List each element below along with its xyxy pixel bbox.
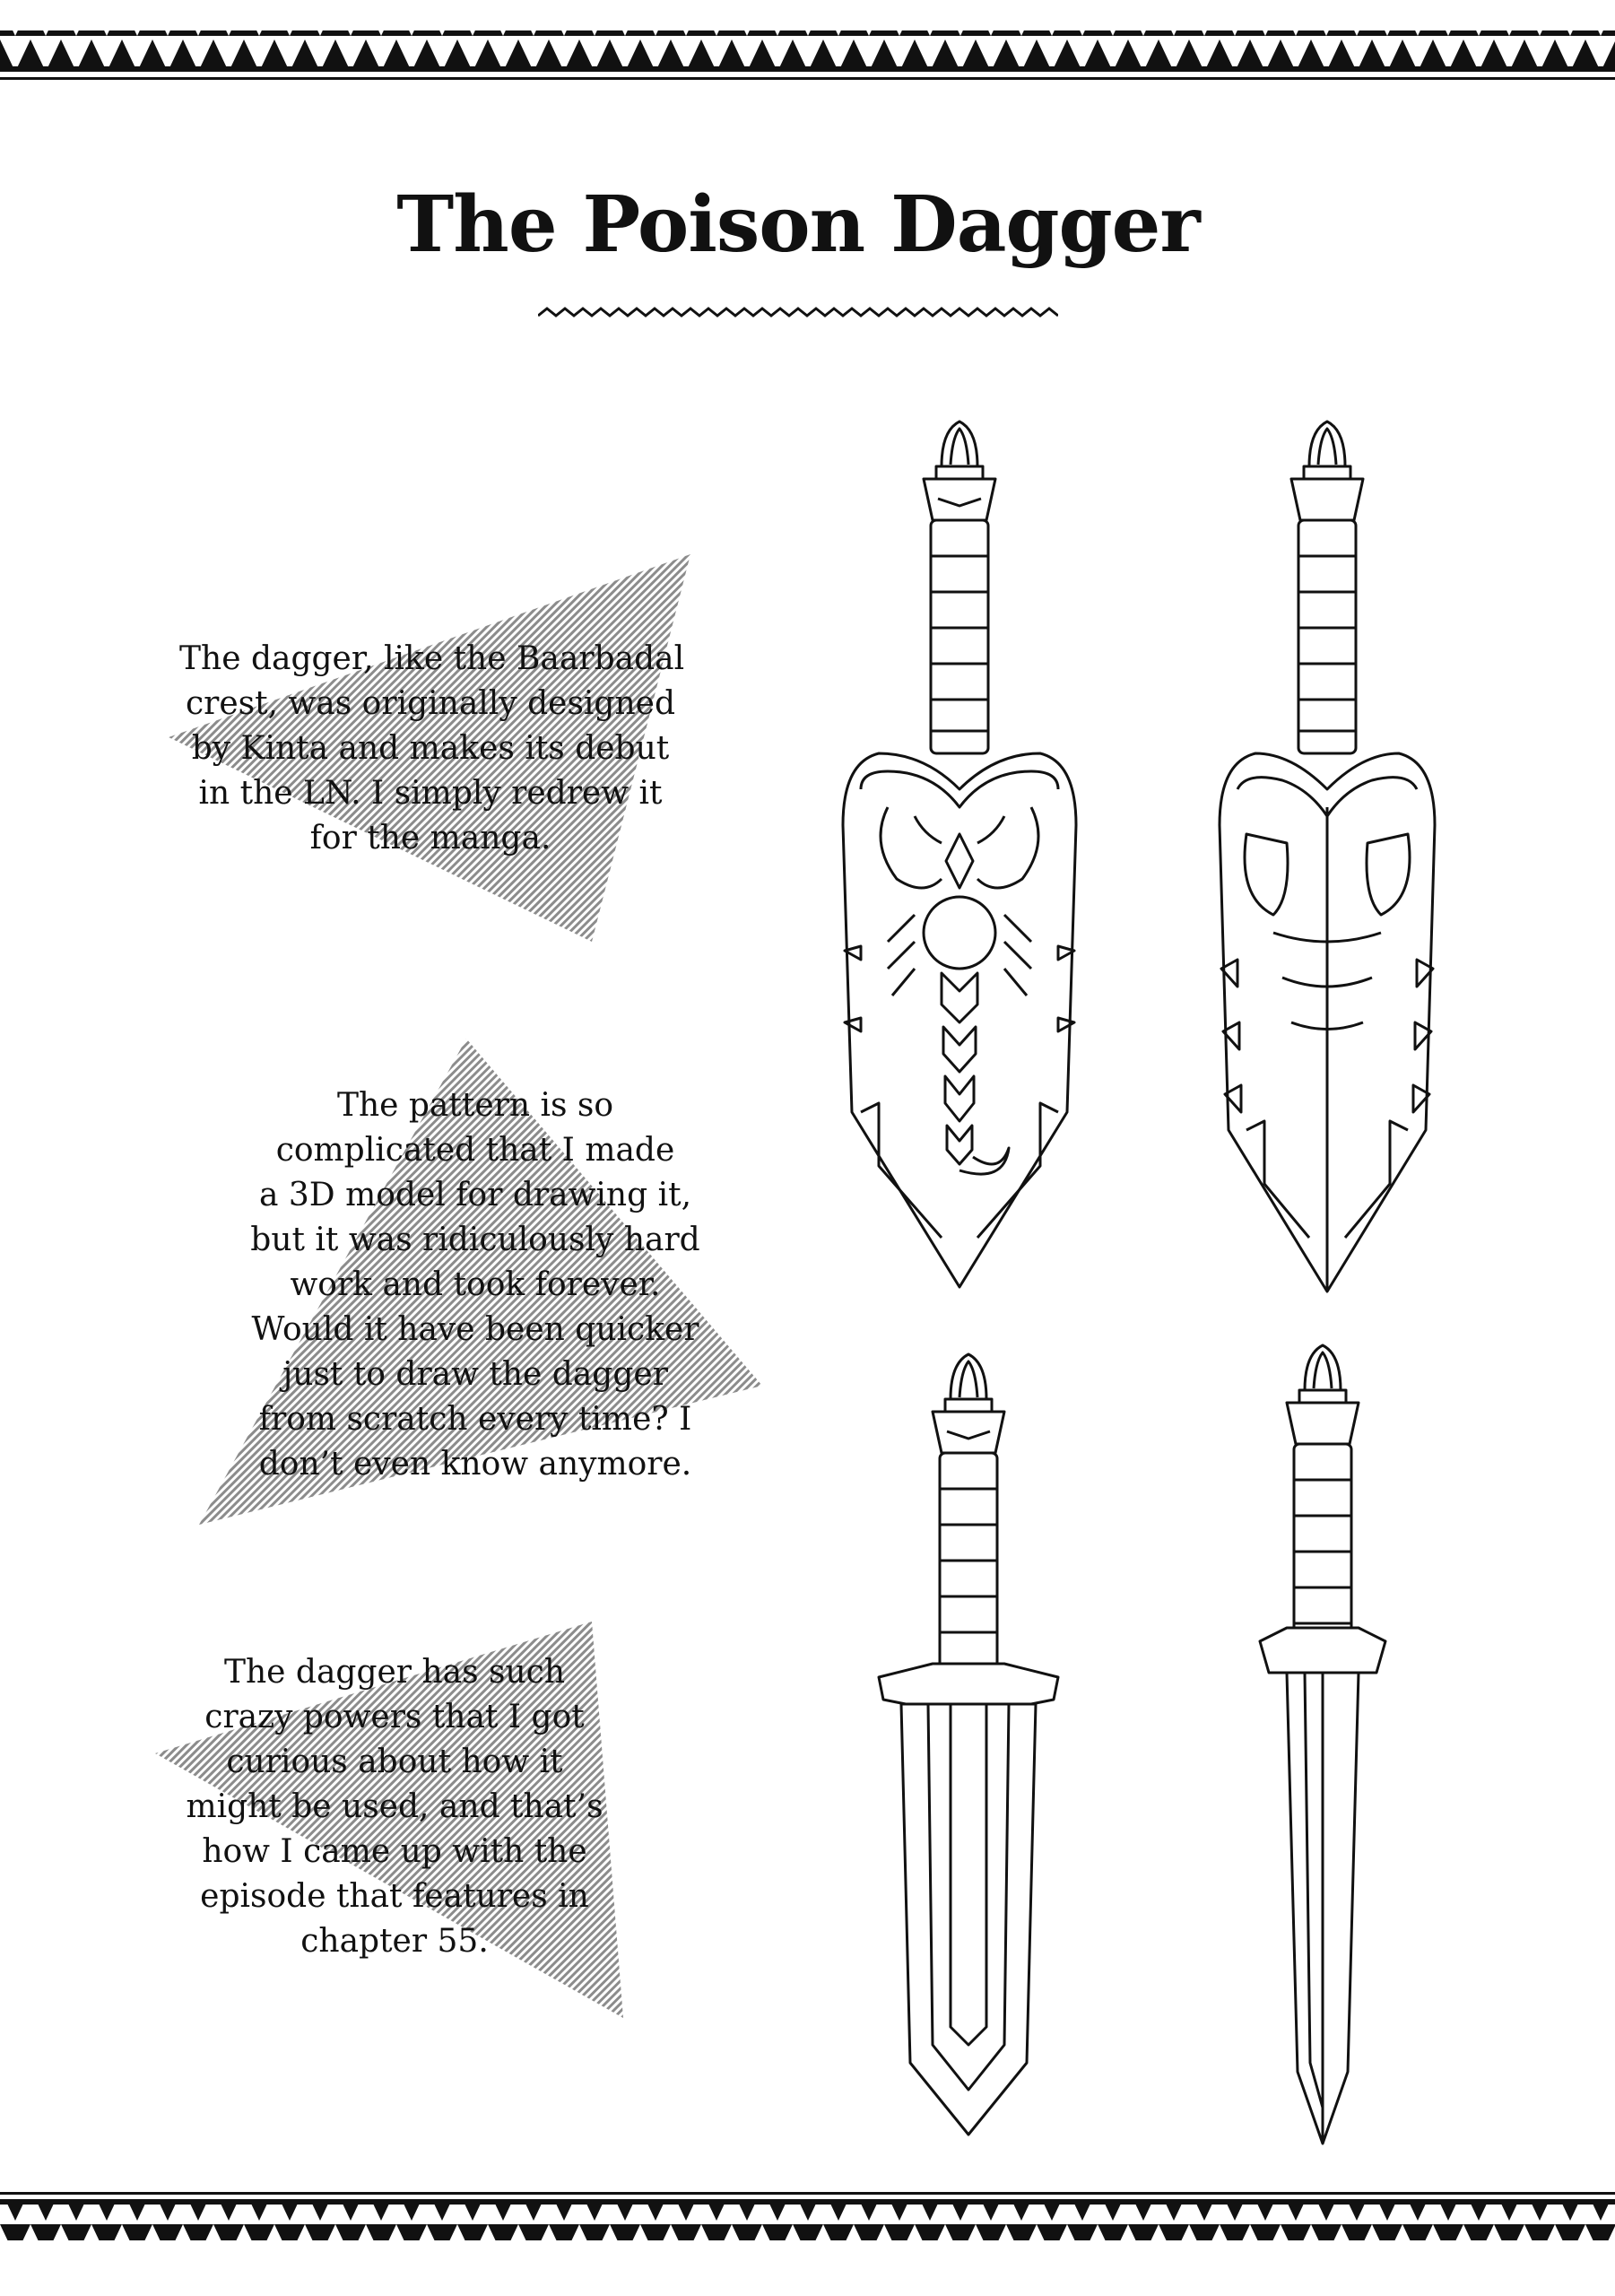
note-3-line: crazy powers that I got (204, 1699, 585, 1735)
note-1-line: in the LN. I simply redrew it (198, 775, 663, 812)
note-2-line: from scratch every time? I (258, 1401, 692, 1438)
page-title: The Poison Dagger (396, 179, 1200, 270)
note-2-text (206, 1083, 744, 1487)
bottom-border-decoration (0, 2188, 1615, 2296)
note-1 (161, 547, 699, 951)
note-3-line: how I came up with the (202, 1833, 587, 1870)
note-1-line: for the manga. (309, 820, 551, 857)
note-3-line: episode that features in (200, 1878, 589, 1915)
note-3-line: chapter 55. (300, 1923, 489, 1960)
note-1-text (179, 637, 685, 861)
note-2-line: Would it have been quicker (251, 1311, 699, 1348)
note-2-line: but it was ridiculously hard (250, 1222, 700, 1258)
note-2-line: just to draw the dagger (282, 1356, 668, 1393)
note-2-line: complicated that I made (275, 1132, 675, 1169)
note-2-line: a 3D model for drawing it, (258, 1177, 692, 1213)
bare-dagger-side-icon (1233, 1336, 1412, 2152)
note-3-line: The dagger has such (223, 1654, 566, 1691)
dagger-in-scorpion-sheath-front-icon (825, 413, 1094, 1300)
title-zigzag-divider (538, 303, 1058, 321)
note-2-line: work and took forever. (290, 1266, 661, 1303)
note-3-line: might be used, and that’s (186, 1788, 603, 1825)
note-1-line: crest, was originally designed (185, 685, 676, 722)
note-1-line: The dagger, like the Baarbadal (179, 640, 685, 677)
top-border-decoration (0, 0, 1615, 90)
note-2-line: The pattern is so (336, 1087, 614, 1124)
note-1-line: by Kinta and makes its debut (191, 730, 670, 767)
dagger-in-sheath-back-icon (1193, 413, 1462, 1300)
note-3 (148, 1614, 650, 2027)
bare-dagger-front-icon (861, 1345, 1076, 2152)
note-2 (188, 1031, 771, 1534)
note-2-line: don’t even know anymore. (258, 1446, 692, 1483)
note-3-line: curious about how it (226, 1744, 563, 1780)
note-3-text (166, 1650, 623, 1964)
